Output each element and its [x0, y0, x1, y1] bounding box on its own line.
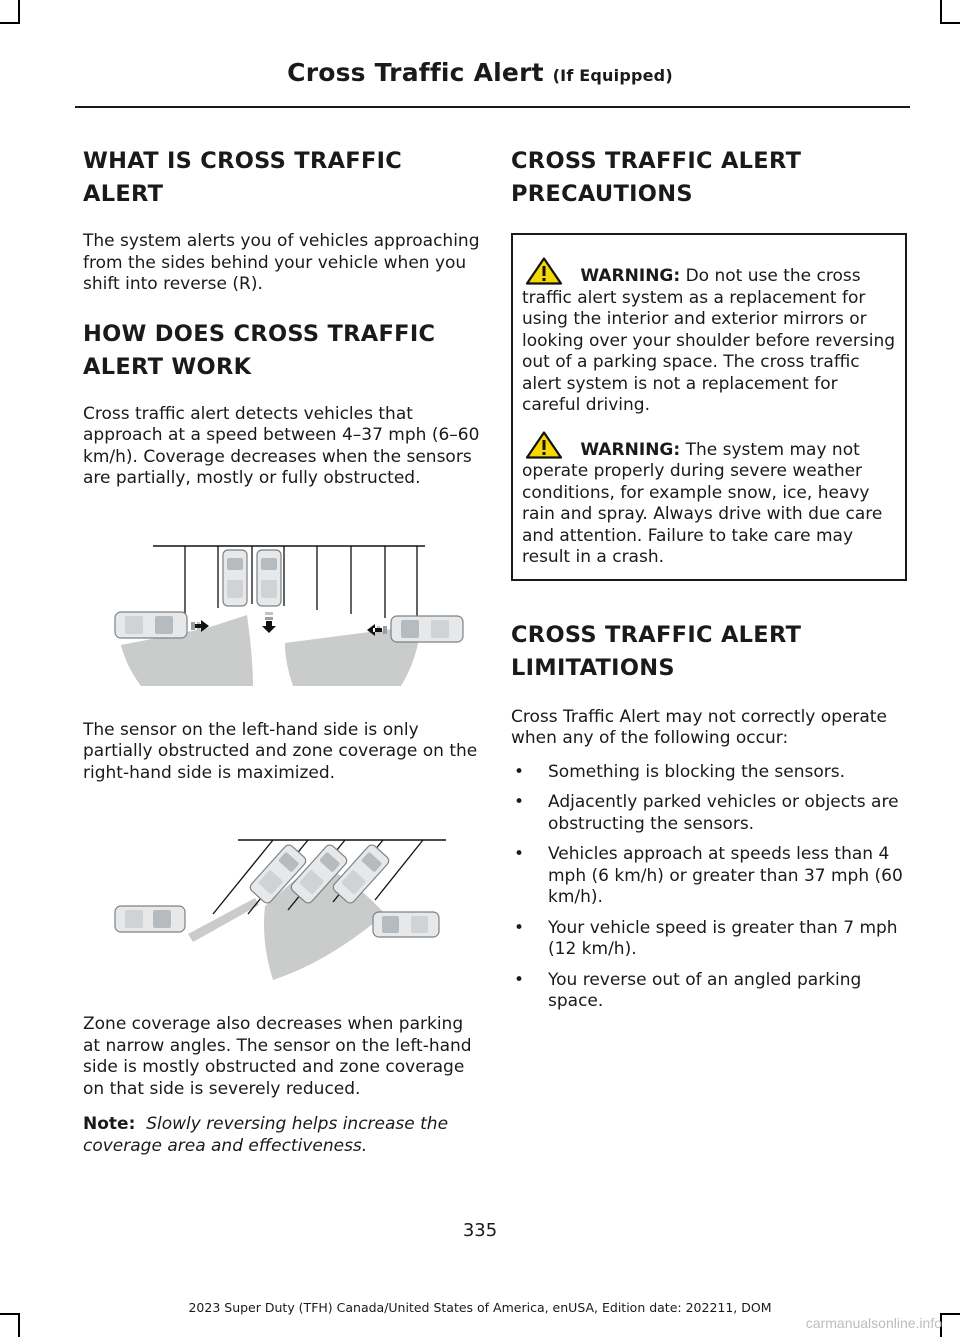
bullet: • — [514, 761, 525, 782]
list-item — [511, 844, 907, 909]
list-item-text: You reverse out of an angled parking space. — [548, 969, 862, 1011]
right-column — [511, 145, 907, 1022]
section-heading-how-it-works: HOW DOES CROSS TRAFFIC ALERT WORK — [83, 320, 436, 380]
approaching-vehicle-right — [373, 912, 439, 937]
bullet: • — [514, 969, 525, 990]
section-heading-limitations: CROSS TRAFFIC ALERT LIMITATIONS — [511, 621, 802, 681]
section-body-what-is: The system alerts you of vehicles approaching from the sides behind your vehicle when you shift into reverse (R). — [83, 231, 480, 294]
page-subtitle: (If Equipped) — [552, 66, 673, 85]
coverage-diagram-straight — [83, 508, 481, 702]
approaching-vehicle-left — [115, 906, 185, 932]
section-body-how-it-works: Cross traffic alert detects vehicles that approach at a speed between 4–37 mph (6–60 km/h). Coverage decreases when the sensors are partially, mostly or fully obstructed. — [83, 403, 480, 488]
page-header — [0, 58, 960, 87]
header-divider — [75, 106, 910, 108]
warning-item — [522, 431, 897, 569]
crop-mark — [940, 22, 960, 24]
list-item-text: Adjacently parked vehicles or objects are obstructing the sensors. — [548, 792, 899, 834]
list-item — [511, 918, 907, 961]
arrow-down-icon — [262, 612, 276, 633]
parked-car — [223, 550, 247, 606]
watermark: carmanualsonline.info — [805, 1315, 942, 1331]
list-item — [511, 762, 907, 784]
warning-triangle-icon — [525, 257, 575, 285]
warning-text: The system may not operate properly during severe weather conditions, for example snow, ice, heavy rain and spray. Always drive with due care and attention. Failure to take care may result in a crash. — [522, 439, 883, 567]
list-item-text: Your vehicle speed is greater than 7 mph (12 km/h). — [548, 917, 898, 959]
list-item — [511, 792, 907, 835]
bullet: • — [514, 792, 525, 812]
page-title: Cross Traffic Alert — [287, 58, 544, 87]
note-label: Note: — [83, 1114, 136, 1134]
section-heading-precautions: CROSS TRAFFIC ALERT PRECAUTIONS — [511, 148, 802, 207]
left-column — [83, 145, 481, 1175]
limitations-list — [511, 762, 907, 1013]
approaching-vehicle-left — [115, 612, 187, 638]
crop-mark — [18, 1315, 20, 1337]
bullet: • — [514, 917, 525, 938]
figure1-caption: The sensor on the left-hand side is only partially obstructed and zone coverage on the right-hand side is maximized. — [83, 719, 478, 783]
limitations-intro: Cross Traffic Alert may not correctly operate when any of the following occur: — [511, 706, 887, 748]
list-item — [511, 970, 907, 1013]
coverage-diagram-angled — [83, 802, 481, 996]
figure2-caption: Zone coverage also decreases when parking at narrow angles. The sensor on the left-hand side is mostly obstructed and zone coverage on that side is severely reduced. — [83, 1014, 472, 1099]
warning-triangle-icon — [525, 431, 575, 459]
list-item-text: Vehicles approach at speeds less than 4 mph (6 km/h) or greater than 37 mph (60 km/h). — [548, 844, 903, 907]
note-paragraph — [83, 1114, 481, 1157]
page-footer: 2023 Super Duty (TFH) Canada/United States of America, enUSA, Edition date: 202211, DOM — [188, 1300, 772, 1315]
coverage-diagram-straight-svg — [83, 508, 481, 698]
warning-label: WARNING: — [580, 266, 681, 286]
crop-mark — [0, 22, 20, 24]
warning-box — [511, 233, 907, 581]
coverage-diagram-angled-svg — [83, 802, 481, 992]
section-heading-what-is: WHAT IS CROSS TRAFFIC ALERT — [83, 148, 403, 207]
approaching-vehicle-right — [391, 616, 463, 642]
note-text: Slowly reversing helps increase the coverage area and effectiveness. — [83, 1114, 449, 1156]
warning-item — [522, 257, 897, 417]
crop-mark — [18, 0, 20, 22]
warning-text: Do not use the cross traffic alert system as a replacement for using the interior and exterior mirrors or looking over your shoulder before reversing out of a parking space. The cross traffic alert system is not a replacement for careful driving. — [522, 266, 896, 415]
list-item-text: Something is blocking the sensors. — [548, 761, 846, 782]
warning-label: WARNING: — [580, 439, 681, 460]
reversing-vehicle — [257, 550, 281, 606]
page-number: 335 — [462, 1220, 498, 1241]
crop-mark — [940, 0, 942, 22]
bullet: • — [514, 844, 525, 864]
